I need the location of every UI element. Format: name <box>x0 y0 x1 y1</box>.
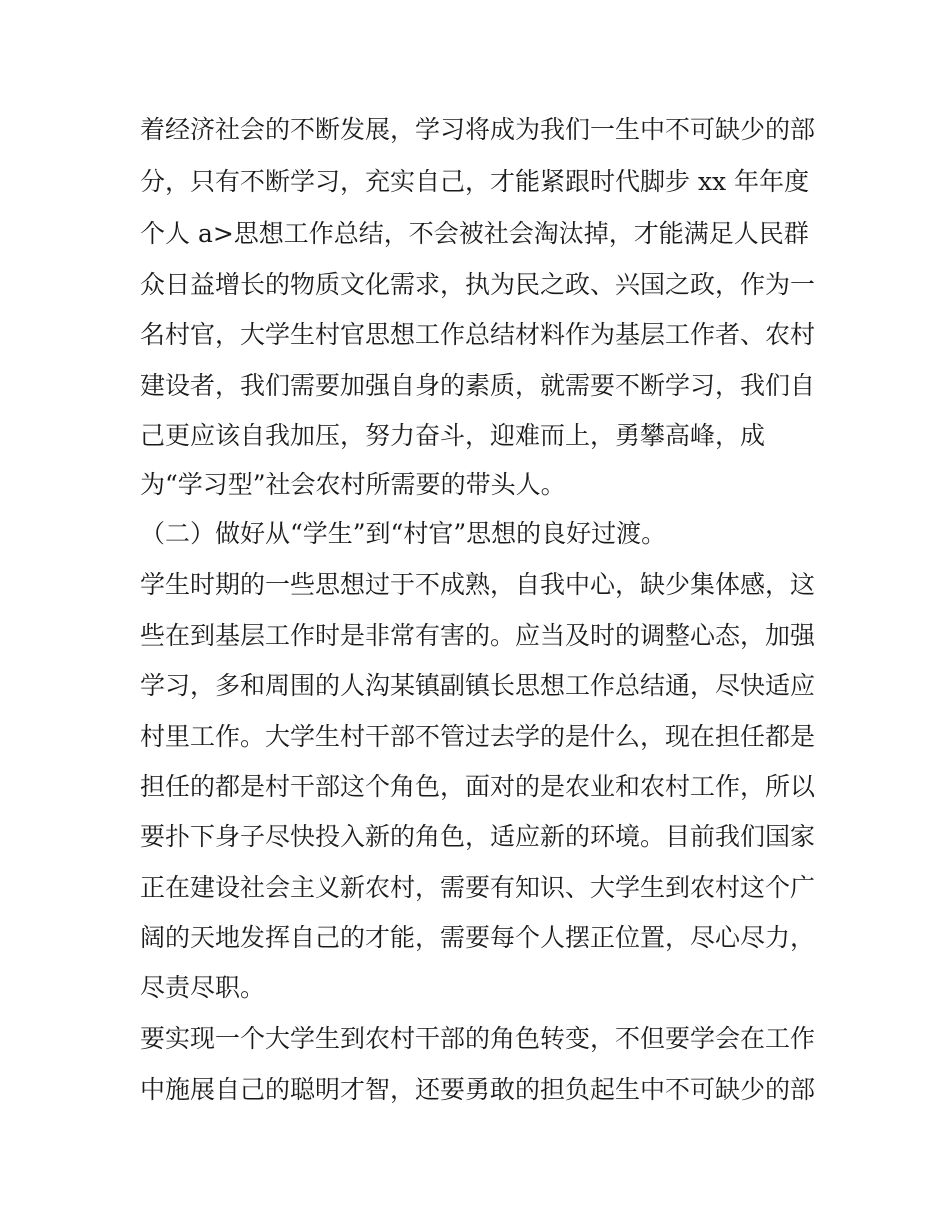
section-heading: （二）做好从“学生”到“村官”思想的良好过渡。 <box>140 519 667 548</box>
text-line: 尽责尽职。 <box>140 973 266 1002</box>
text-line: 分，只有不断学习，充实自己，才能紧跟时代脚步 xx 年年度 <box>140 167 810 196</box>
text-line: 要扑下身子尽快投入新的角色，适应新的环境。目前我们国家 <box>140 822 816 851</box>
text-line: 中施展自己的聪明才智，还要勇敢的担负起生中不可缺少的部 <box>140 1075 816 1104</box>
text-line: 个人 a>思想工作总结，不会被社会淘汰掉，才能满足人民群 <box>140 219 809 248</box>
text-line: 建设者，我们需要加强自身的素质，就需要不断学习，我们自 <box>140 371 816 400</box>
text-line: 为“学习型”社会农村所需要的带头人。 <box>140 470 566 499</box>
text-line: 村里工作。大学生村干部不管过去学的是什么，现在担任都是 <box>140 722 816 751</box>
text-line: 阔的天地发挥自己的才能，需要每个人摆正位置，尽心尽力， <box>140 923 816 952</box>
text-line: 些在到基层工作时是非常有害的。应当及时的调整心态，加强 <box>140 621 816 650</box>
text-line: 名村官，大学生村官思想工作总结材料作为基层工作者、农村 <box>140 320 816 349</box>
text-line: 己更应该自我加压，努力奋斗，迎难而上，勇攀高峰，成 <box>140 421 766 450</box>
text-line: 学习，多和周围的人沟某镇副镇长思想工作总结通，尽快适应 <box>140 671 816 700</box>
text-line: 着经济社会的不断发展，学习将成为我们一生中不可缺少的部 <box>140 115 816 144</box>
text-line: 学生时期的一些思想过于不成熟，自我中心，缺少集体感，这 <box>140 570 816 599</box>
text-line: 正在建设社会主义新农村，需要有知识、大学生到农村这个广 <box>140 873 816 902</box>
text-line: 要实现一个大学生到农村干部的角色转变，不但要学会在工作 <box>140 1024 816 1053</box>
text-line: 担任的都是村干部这个角色，面对的是农业和农村工作，所以 <box>140 772 816 801</box>
text-line: 众日益增长的物质文化需求，执为民之政、兴国之政，作为一 <box>140 270 816 299</box>
